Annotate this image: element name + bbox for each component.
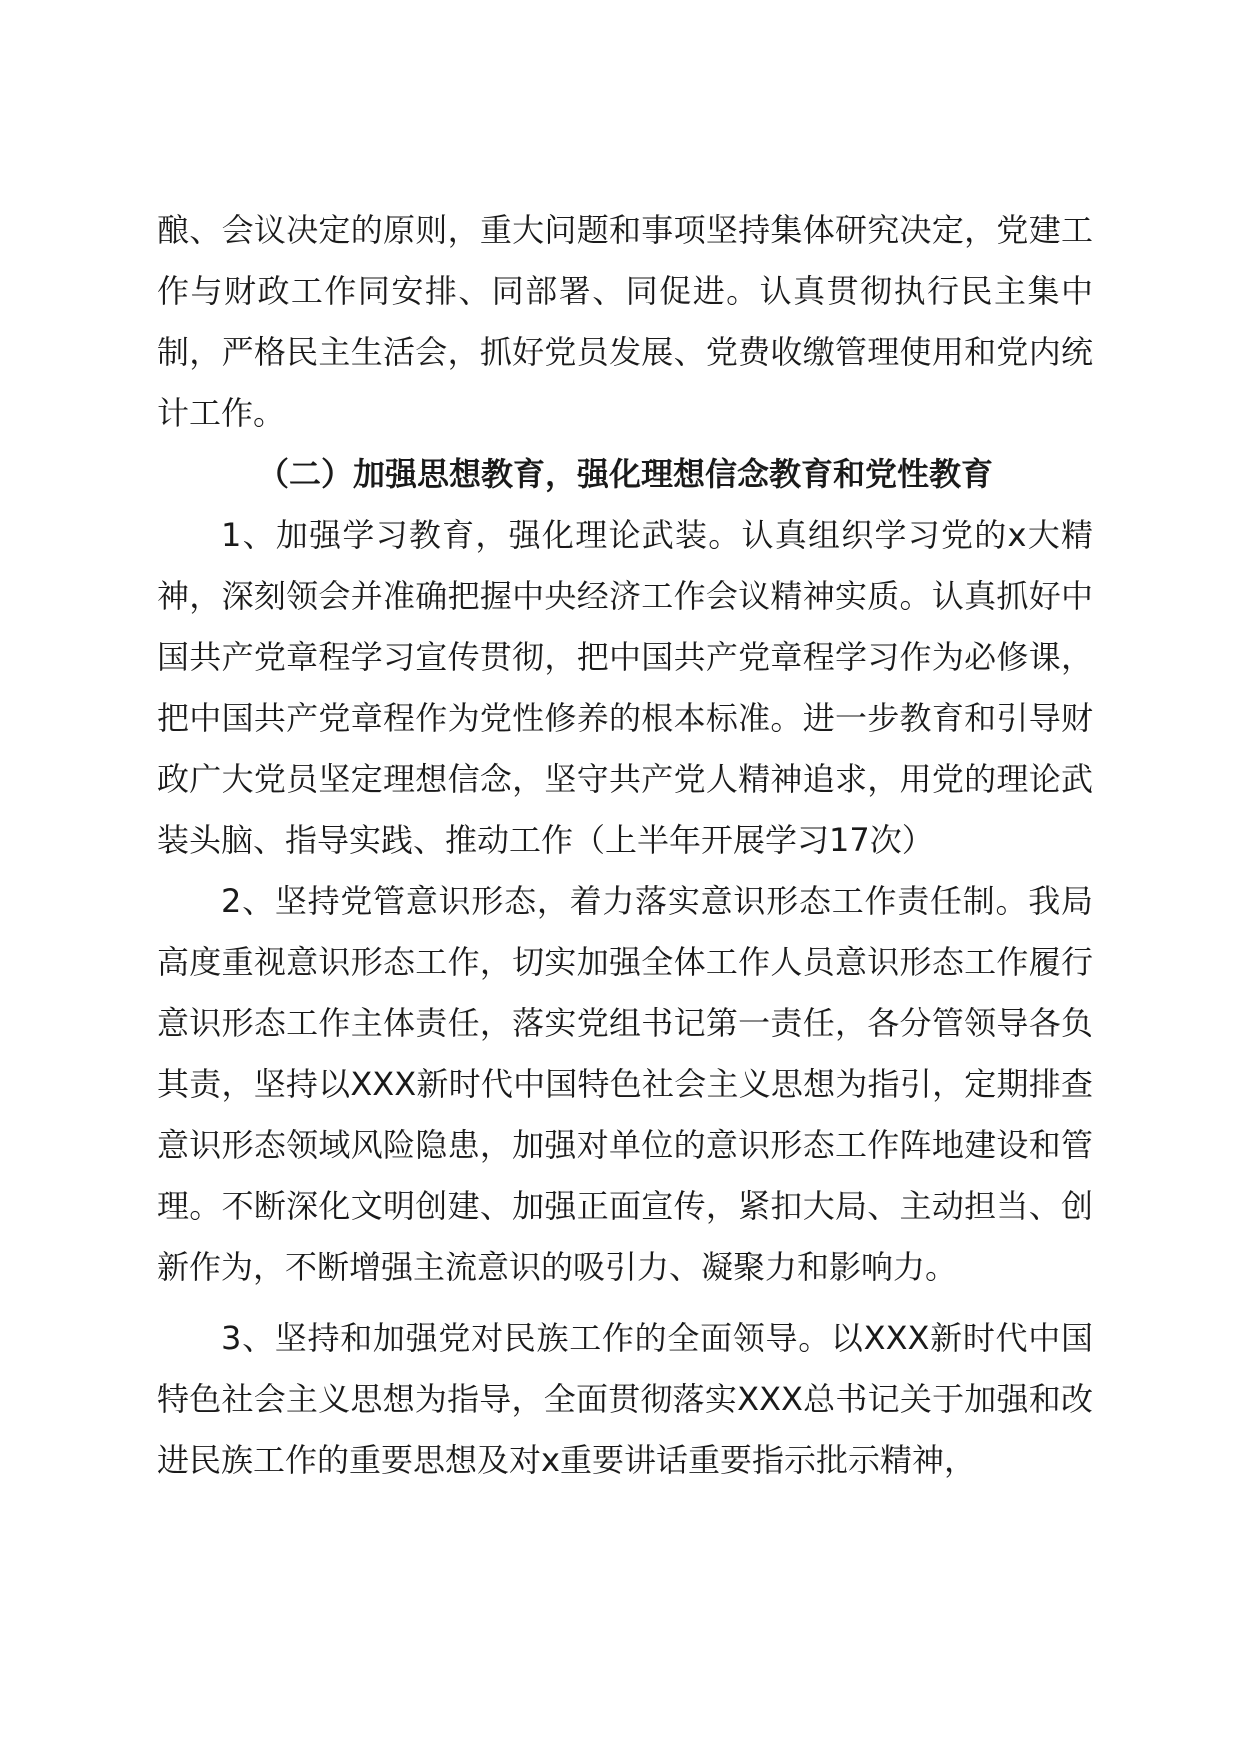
paragraph-item-3: 3、坚持和加强党对民族工作的全面领导。以XXX新时代中国特色社会主义思想为指导，全面贯彻落实XXX总书记关于加强和改进民族工作的重要思想及对x重要讲话重要指示批示精神， [157,1319,1093,1479]
paragraph-item-1: 1、加强学习教育，强化理论武装。认真组织学习党的x大精神，深刻领会并准确把握中央经济工作会议精神实质。认真抓好中国共产党章程学习宣传贯彻，把中国共产党章程学习作为必修课，把中国共产党章程作为党性修养的根本标准。进一步教育和引导财政广大党员坚定理想信念，坚守共产党人精神追求，用党的理论武装头脑、指导实践、推动工作（上半年开展学习17次） [157,516,1093,859]
section-heading: （二）加强思想教育，强化理想信念教育和党性教育 [256,455,993,493]
paragraph-continuation: 酿、会议决定的原则，重大问题和事项坚持集体研究决定，党建工作与财政工作同安排、同部署、同促进。认真贯彻执行民主集中制，严格民主生活会，抓好党员发展、党费收缴管理使用和党内统计工作。 [157,211,1093,432]
paragraph-item-2: 2、坚持党管意识形态，着力落实意识形态工作责任制。我局高度重视意识形态工作，切实加强全体工作人员意识形态工作履行意识形态工作主体责任，落实党组书记第一责任，各分管领导各负其责，坚持以XXX新时代中国特色社会主义思想为指引，定期排查意识形态领域风险隐患，加强对单位的意识形态工作阵地建设和管理。不断深化文明创建、加强正面宣传，紧扣大局、主动担当、创新作为，不断增强主流意识的吸引力、凝聚力和影响力。 [157,882,1093,1286]
document-body [157,200,1093,1491]
